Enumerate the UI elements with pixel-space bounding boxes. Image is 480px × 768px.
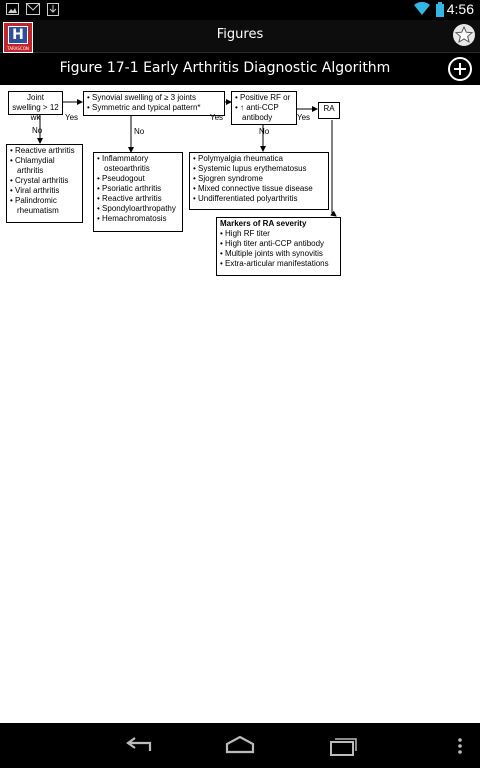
list-item: • Undifferentiated polyarthritis bbox=[193, 194, 325, 204]
list-item: • Hemachromatosis bbox=[97, 214, 179, 224]
figure-title-bar bbox=[0, 53, 480, 85]
app-bar-title: Figures bbox=[216, 27, 264, 42]
overflow-menu-icon bbox=[450, 733, 470, 759]
no-synovial-diagnoses-box bbox=[93, 152, 183, 232]
download-icon bbox=[47, 3, 59, 16]
hospital-h-icon: H bbox=[8, 26, 28, 44]
navigation-bar bbox=[0, 723, 480, 768]
no-serology-diagnoses-list bbox=[193, 154, 325, 204]
gmail-icon bbox=[26, 3, 40, 15]
list-item: • Polymyalgia rheumatica bbox=[193, 154, 325, 164]
ra-text: RA bbox=[323, 104, 335, 113]
home-icon bbox=[222, 733, 258, 759]
logo-text: TARASCON bbox=[7, 46, 29, 51]
list-item: • Crystal arthritis bbox=[10, 176, 79, 186]
list-item: • Reactive arthritis bbox=[10, 146, 79, 156]
list-item: • Inflammatory osteoarthritis bbox=[97, 154, 179, 174]
status-bar bbox=[0, 0, 480, 20]
list-item: • High titer anti-CCP antibody bbox=[220, 239, 337, 249]
list-item: • Positive RF or bbox=[235, 93, 293, 103]
no-label-2: No bbox=[134, 127, 145, 136]
serology-list bbox=[235, 93, 293, 123]
app-bar bbox=[0, 20, 480, 53]
algorithm-figure bbox=[0, 85, 480, 285]
list-item: • ↑ anti-CCP antibody bbox=[235, 103, 293, 123]
list-item: • Palindromic rheumatism bbox=[10, 196, 79, 216]
yes-label-3: Yes bbox=[297, 113, 311, 122]
list-item: • Viral arthritis bbox=[10, 186, 79, 196]
wifi-icon bbox=[414, 2, 430, 15]
battery-icon bbox=[436, 2, 444, 17]
notification-image-icon bbox=[6, 3, 19, 15]
synovial-criteria-list bbox=[87, 93, 221, 113]
back-icon bbox=[120, 733, 156, 759]
list-item: • Psoriatic arthritis bbox=[97, 184, 179, 194]
joint-swelling-text: Joint swelling > 12 wk bbox=[12, 93, 59, 122]
home-button[interactable] bbox=[222, 733, 258, 759]
yes-label-1: Yes bbox=[65, 113, 79, 122]
list-item: • Reactive arthritis bbox=[97, 194, 179, 204]
synovial-criteria-box bbox=[83, 91, 225, 116]
menu-button[interactable] bbox=[450, 733, 470, 759]
ra-box bbox=[318, 102, 340, 119]
list-item: • Synovial swelling of ≥ 3 joints bbox=[87, 93, 221, 103]
back-button[interactable] bbox=[120, 733, 156, 759]
ra-severity-title: Markers of RA severity bbox=[220, 219, 307, 228]
no-label-3: No bbox=[259, 127, 270, 136]
list-item: • Sjogren syndrome bbox=[193, 174, 325, 184]
serology-box bbox=[231, 91, 297, 125]
recent-apps-icon bbox=[325, 733, 361, 759]
list-item: • Mixed connective tissue disease bbox=[193, 184, 325, 194]
list-item: • Pseudogout bbox=[97, 174, 179, 184]
no-synovial-diagnoses-list bbox=[97, 154, 179, 224]
list-item: • Chlamydial arthritis bbox=[10, 156, 79, 176]
ra-severity-list bbox=[220, 229, 337, 269]
list-item: • Extra-articular manifestations bbox=[220, 259, 337, 269]
clock: 4:56 bbox=[446, 1, 474, 17]
no-label-1: No bbox=[32, 126, 43, 135]
list-item: • Spondyloarthropathy bbox=[97, 204, 179, 214]
no-swelling-diagnoses-box bbox=[6, 144, 83, 223]
ra-severity-box bbox=[216, 217, 341, 276]
list-item: • Systemic lupus erythematosus bbox=[193, 164, 325, 174]
list-item: • Symmetric and typical pattern* bbox=[87, 103, 221, 113]
list-item: • Multiple joints with synovitis bbox=[220, 249, 337, 259]
joint-swelling-box bbox=[8, 91, 63, 122]
add-button[interactable] bbox=[448, 57, 472, 81]
no-swelling-diagnoses-list bbox=[10, 146, 79, 216]
figure-title: Figure 17-1 Early Arthritis Diagnostic Algorithm bbox=[59, 60, 391, 76]
list-item: • High RF titer bbox=[220, 229, 337, 239]
yes-label-2: Yes bbox=[210, 113, 224, 122]
favorite-button[interactable] bbox=[453, 24, 475, 46]
recent-apps-button[interactable] bbox=[325, 733, 361, 759]
no-serology-diagnoses-box bbox=[189, 152, 329, 210]
star-icon bbox=[453, 24, 475, 46]
